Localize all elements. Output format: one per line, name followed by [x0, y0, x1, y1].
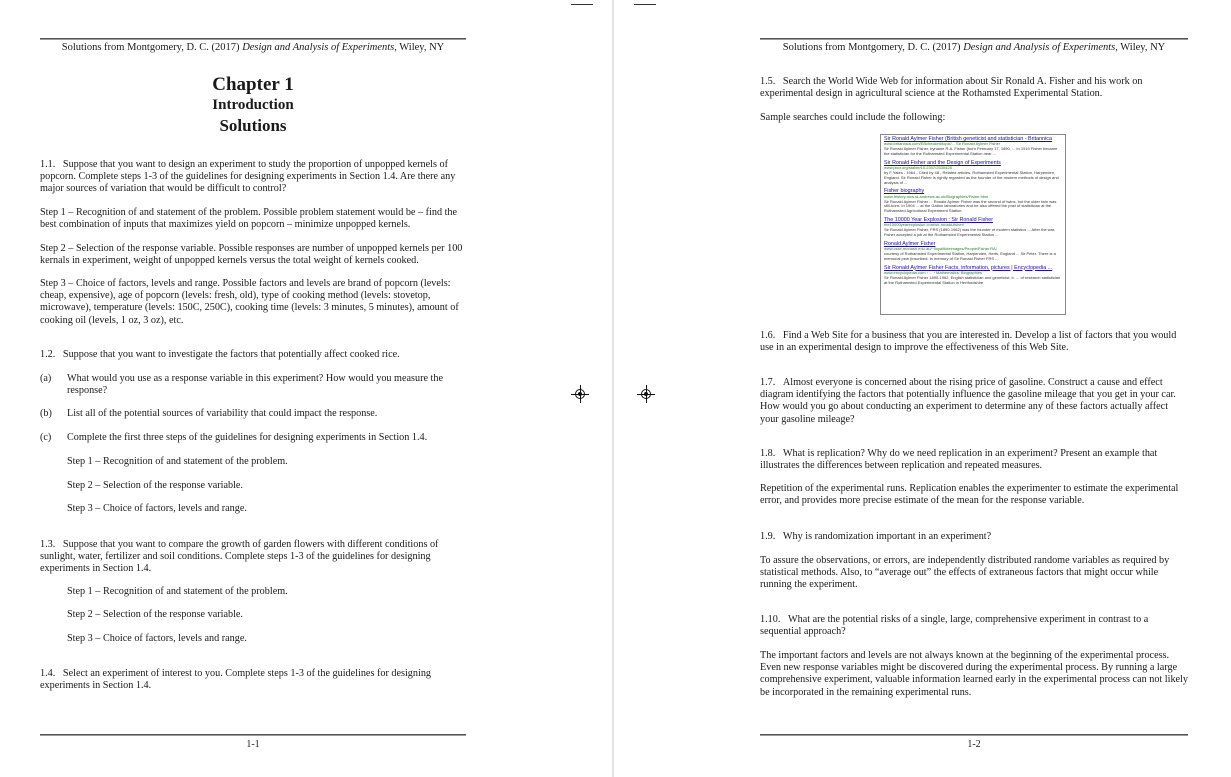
- problem-1-2: 1.2. Suppose that you want to investigate the factors that potentially affect cooked rice.: [40, 349, 400, 360]
- problem-1-2-b: [40, 408, 460, 422]
- problem-1-8-answer: Repetition of the experimental runs. Replication enables the experimenter to estimate the experimental error, and provides more precise estimate of the mean for the response variable.: [760, 483, 1179, 507]
- problem-1-1: 1.1. Suppose that you want to design an experiment to study the proportion of unpopped kernels of popcorn. Complete steps 1-3 of the guidelines for designing experiments in Section 1.4. Are there any major sources of variation that would be difficult to control?: [40, 159, 456, 195]
- problem-1-3-step2: Step 2 – Selection of the response variable.: [67, 609, 243, 620]
- search-result-snippet: Sir Ronald Aylmer Fisher ... Ronald Aylmer Fisher was the second of twins, but the older twin was still-born. In 1904 ... at the Galton laboratories and he also offered the post of statistician at the Rothamsted Agricultural Experiment Station.: [884, 198, 1057, 214]
- problem-1-3: 1.3. Suppose that you want to compare the growth of garden flowers with different conditions of sunlight, water, fertilizer and soil conditions. Complete steps 1-3 of the guidelines for designing experiments in Section 1.4.: [40, 539, 439, 575]
- search-result-title: Fisher biography: [884, 188, 925, 195]
- page-number-right: 1-2: [967, 739, 981, 750]
- item-text: Complete the first three steps of the guidelines for designing experiments in Section 1.4.: [67, 432, 428, 443]
- problem-1-2-step1: Step 1 – Recognition of and statement of the problem.: [67, 456, 288, 467]
- registration-mark-icon: [637, 385, 655, 403]
- crop-mark-right: [634, 4, 656, 5]
- problem-1-10: 1.10. What are the potential risks of a single, large, comprehensive experiment in contrast to a sequential approach?: [760, 614, 1149, 638]
- search-result-url: www.csse.monash.edu.au/~lloyd/tildeimages/People/Fisher.RA/: [884, 247, 997, 252]
- problem-1-5: 1.5. Search the World Wide Web for information about Sir Ronald A. Fisher and his work on experimental design in agricultural science at the Rothamsted Experimental Station.: [760, 76, 1143, 100]
- running-header-right: Solutions from Montgomery, D. C. (2017) Design and Analysis of Experiments, Wiley, NY: [782, 42, 1166, 53]
- problem-1-8: 1.8. What is replication? Why do we need replication in an experiment? Present an example that illustrates the differences between replication and repeated measures.: [760, 448, 1158, 472]
- solutions-heading: Solutions: [219, 116, 287, 135]
- search-result: [884, 265, 1062, 286]
- search-result-url: www.encyclopedia.com › ... › Mathematics: Biographies: [884, 270, 983, 275]
- item-label: (b): [40, 408, 52, 419]
- problem-1-9: 1.9. Why is randomization important in an experiment?: [760, 531, 992, 542]
- search-result-title: The 10000 Year Explosion : Sir Ronald Fisher: [884, 216, 994, 223]
- search-results-image: [880, 134, 1066, 315]
- chapter-title: Chapter 1: [212, 74, 294, 95]
- problem-1-2-c: [40, 432, 460, 446]
- item-text: List all of the potential sources of variability that could impact the response.: [67, 408, 378, 419]
- item-text: What would you use as a response variable in this experiment? How would you measure the response?: [67, 373, 443, 397]
- search-result-snippet: courtesy of Rothamsted Experimental Station, Harpenden, Herts, England ... Sir Peter. There is a memorial pew (inscribed: In memory of Sir Ronald Fisher FRS ...: [884, 250, 1056, 261]
- footer-rule-left: [40, 734, 466, 736]
- search-result-title: Ronald Aylmer Fisher: [884, 240, 936, 247]
- item-label: (a): [40, 373, 52, 384]
- header-rule-right: [760, 38, 1188, 40]
- problem-1-4: 1.4. Select an experiment of interest to you. Complete steps 1-3 of the guidelines for designing experiments in Section 1.4.: [40, 668, 432, 692]
- sample-searches-intro: Sample searches could include the following:: [760, 112, 946, 123]
- chapter-subtitle: Introduction: [212, 97, 294, 113]
- problem-1-7: 1.7. Almost everyone is concerned about the rising price of gasoline. Construct a cause and effect diagram identifying the factors that potentially influence the gasoline mileage that you get in your car. How would you go about conducting an experiment to determine any of these factors actually affect your gasoline mileage?: [760, 377, 1176, 425]
- problem-1-10-answer: The important factors and levels are not always known at the beginning of the experimental process. Even new response variables might be discovered during the experimental process. By running a large comprehensive experiment, valuable information learned early in the experimental process can not likely be incorporated in the remaining experimental runs.: [760, 650, 1188, 698]
- header-rule-left: [40, 38, 466, 40]
- search-result-title: Sir Ronald Aylmer Fisher (British geneticist and statistician - Britannica: [884, 136, 1052, 142]
- problem-1-3-step3: Step 3 – Choice of factors, levels and range.: [67, 633, 247, 644]
- running-header-left: Solutions from Montgomery, D. C. (2017) Design and Analysis of Experiments, Wiley, NY: [61, 42, 445, 53]
- search-result: [884, 241, 1062, 262]
- search-result: [884, 160, 1062, 186]
- problem-1-2-a: [40, 373, 460, 399]
- problem-1-1-step1: Step 1 – Recognition of and statement of the problem. Possible problem statement would be – find the best combination of inputs that maximizes yield on popcorn – minimize unpopped kernels.: [40, 207, 458, 231]
- search-result-snippet: Sir Ronald Aylmer Fisher 1890-1962, English statistician and geneticist, b. ... of research statistician at the Rothamsted Experimental Station in Hertfordshire: [884, 274, 1061, 285]
- search-result: [884, 136, 1062, 157]
- search-result-url: www-history.mcs.st-andrews.ac.uk/Biographies/Fisher.html: [884, 194, 989, 199]
- search-result-snippet: Sir Ronald Aylmer Fisher, byname R.A. Fisher (born February 17, 1890, ... In 1919 Fisher became the statistician for the Rothamsted Experimental Station near ...: [884, 146, 1058, 156]
- search-result-url: www.jstor.org/stable/10.2307/2530428: [884, 166, 952, 171]
- problem-1-1-step3: Step 3 – Choice of factors, levels and range. Possible factors and levels are brand of popcorn (levels: cheap, expensive), age of popcorn (levels: fresh, old), type of cooking method (levels: stovetop, microwave), temperature (levels: 150C, 250C), cooking time (levels: 3 minutes, 5 minutes), amount of cooking oil (levels, 1 oz, 3 oz), etc.: [40, 278, 459, 326]
- search-result-snippet: Sir Ronald Aylmer Fisher, FRS (1890-1962) was the founder of modern statistics ... After the war, Fisher accepted a job at the Rothamsted Experimental Station ...: [884, 227, 1056, 237]
- problem-1-3-step1: Step 1 – Recognition of and statement of the problem.: [67, 586, 288, 597]
- search-result-title: Sir Ronald Fisher and the Design of Experiments: [884, 159, 1001, 166]
- footer-rule-right: [760, 734, 1188, 736]
- problem-1-1-step2: Step 2 – Selection of the response variable. Possible responses are number of unpopped kernels per 100 kernals in experiment, weight of unpopped kernels versus the total weight of kernels cooked.: [40, 243, 463, 267]
- problem-1-2-step2: Step 2 – Selection of the response variable.: [67, 480, 243, 491]
- search-result-snippet: by F Yates - 1964 - Cited by 48 - Related articles. Rothamsted Experimental Station, Harpenden, England. Sir Ronald Fisher is rightly regarded as the founder of the modern methods of design and analysis of ...: [884, 170, 1059, 185]
- page-number-left: 1-1: [246, 739, 260, 750]
- search-result: [884, 188, 1062, 214]
- item-label: (c): [40, 432, 52, 443]
- search-result-url: www.britannica.com/EBchecked/topic/... Sir Ronald Aylmer Fisher: [884, 142, 1001, 147]
- search-result-url: the10000yearexplosion.com/sir-ronald-fisher/: [884, 223, 965, 228]
- search-result: [884, 217, 1062, 238]
- registration-mark-icon: [571, 385, 589, 403]
- problem-1-9-answer: To assure the observations, or errors, are independently distributed randome variables as required by statistical methods. Also, to “average out” the effects of extraneous factors that might occur while running the experiment.: [760, 555, 1170, 591]
- search-result-title: Sir Ronald Aylmer Fisher Facts, information, pictures | Encyclopedia ...: [884, 264, 1053, 271]
- crop-mark-left: [571, 4, 593, 5]
- problem-1-2-step3: Step 3 – Choice of factors, levels and range.: [67, 503, 247, 514]
- problem-1-6: 1.6. Find a Web Site for a business that you are interested in. Develop a list of factors that you would use in an experimental design to improve the effectiveness of this Web Site.: [760, 330, 1177, 354]
